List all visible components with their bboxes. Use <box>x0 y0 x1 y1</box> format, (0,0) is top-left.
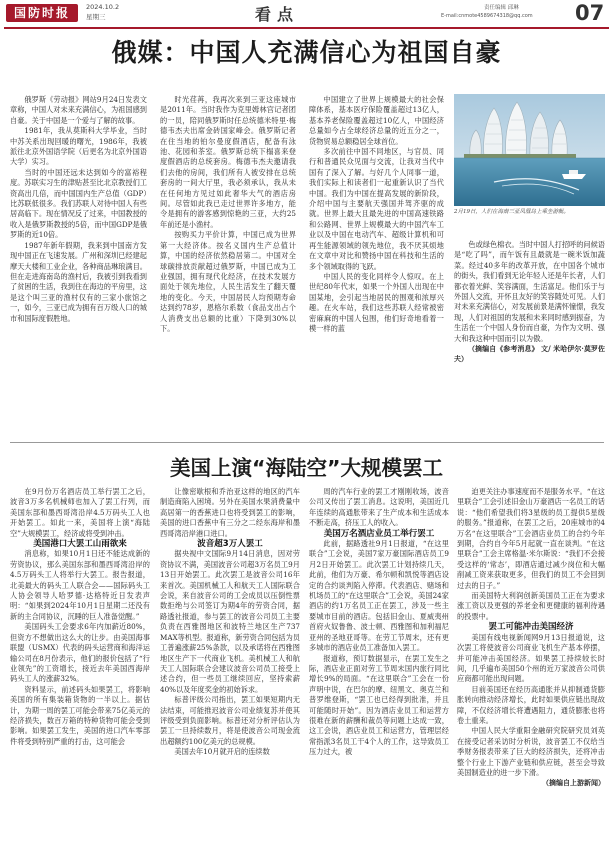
article2-column-3 <box>309 487 449 839</box>
editor-credit: 责任编辑 邱琳 <box>484 5 519 11</box>
article2-credit: （摘编自上游新闻） <box>542 778 605 788</box>
paragraph: 美国去年10月就开启的连续数 <box>174 747 270 757</box>
article1-headline: 俄媒：中国人充满信心为祖国自豪 <box>111 38 502 67</box>
article1-column-2 <box>160 95 296 437</box>
article2-subheading-2: 波音超3万人罢工 <box>197 539 263 550</box>
section-title: 看点 <box>255 5 300 24</box>
paragraph: 按购买力平价计算，中国已成为世界第一大经济体。按名义国内生产总值计算，中国的经济依然稳居第二。中国对全球碳排放贡献超过俄罗斯，中国已成为工业强国，拥有现代化经济，在技术发展方面处于领先地位，人民生活发生了翻天覆地的变化。今天，中国居民人均预期寿命达到约78岁，恩格尔系数（食品支出占个人消费支出总额的比重）下降到30%以下。 <box>160 230 296 333</box>
article2-column-4 <box>457 487 605 839</box>
article2-column-2 <box>160 487 300 839</box>
paragraph: 美国码头工会要求6年内加薪近80%，但资方不想做出这么大的让步。由美国海事联盟（USMX）代表的码头运营商和海洋运输公司在8月份表示，他们的报价包括了“行业领先”的工资增长，接近去年美国西海岸码头工人的涨薪32%。 <box>10 622 150 684</box>
paragraph: 迫更关注办事速度而不是服务水平。“在这里联合”工会引述旧金山万豪酒店一名员工的话说：“他们希望我们将3星级的员工提供5星级的服务。”报道称，在罢工之后，20座城市的4万名“在这里联合”工会酒店业员工的合约今年到期，合约自今年5月起就一直在谈判。“在这里联合”工会主席格温·米尔斯说：“我们不会接受这样的‘常态’，即酒店通过减少岗位和大幅削减工资来获取更多，但我们的员工不会回到过去的日子。” <box>457 487 605 590</box>
editor-email: E-mail:cnmote4589674318@qq.com <box>441 13 533 19</box>
paragraph: 周的汽车行业的罢工才刚刚收场，波音公司又传出了罢工消息。这说明，美国近几年连续的高通胀带来了生产成本和生活成本不断走高，挤压工人的收入。 <box>309 487 449 528</box>
paragraph: 当时的中国还远未达到如今的富裕程度。苏联实习生的津贴甚至比北京教授们工资高出几倍，而中国国内生产总值（GDP）比苏联低很多。我们苏联人对待中国人有些居高临下。现在情况反了过来，中国教授的收入是俄罗斯教授的5倍，而中国GDP是俄罗斯的近10倍。 <box>10 167 147 240</box>
paragraph: 目前美国还在经历高通胀并从抑制通货膨胀转向推动经济增长，此时如果供应链出现故障，不仅经济增长将遭遇阻力，通货膨胀也将卷土重来。 <box>457 684 605 725</box>
paragraph: 让像密歇根和乔治亚这样的地区的汽车制造商陷入困境。另外在美国水果消费量中高居第一的香蕉进口也将受到罢工的影响，美国的进口香蕉中有三分之二经东海岸和墨西哥湾沿岸港口进口。 <box>160 487 300 538</box>
issue-weekday: 星期三 <box>86 13 106 21</box>
sanya-photo-illustration <box>454 94 605 206</box>
paragraph: 美国有线电视新闻网9月13日报道说，这次罢工将使波音公司商业飞机生产基本停摆，并可能冲击美国经济。如果罢工持续较长时间，几乎遍布美国50个州的近万家波音公司供应商都可能出现问题。 <box>457 632 605 684</box>
paragraph: 中国人民的变化同样令人惊叹。在上世纪80年代末，如果一个外国人出现在中国某地，会引起当地居民的围观和浓厚兴趣。在火车站，我们这些苏联人经常被密密麻麻的中国人包围，他们好奇地看着一模一样的蓝 <box>309 271 444 333</box>
paragraph: 中国人民大学重阳金融研究院研究员刘英在接受记者采访时分析说，波音罢工不仅给当季财务报表带来了巨大的经济损失，还将冲击整个行业上下游产业链和供应链，甚至会导致美国制造业的进一步下滑。 <box>457 726 605 777</box>
page-number: 07 <box>575 1 605 25</box>
paragraph: 在9月份万名酒店员工举行罢工之后，波音3万多名机械师也加入了罢工行列，而美国东部和墨西哥湾沿岸4.5万码头工人也开始罢工。如此一来，美国将上演“海陆空”大规模罢工，经济或将受到冲击。 <box>10 487 150 538</box>
article2-subheading-4: 罢工可能冲击美国经济 <box>488 622 574 633</box>
article1-credit: （摘编自《参考消息》 文/ 米哈伊尔·莫罗佐夫） <box>454 344 605 364</box>
newspaper-logo: 国防时报 <box>6 4 78 22</box>
paragraph: 1981年，我从莫斯科大学毕业，当时中苏关系出现回暖的曙光，1986年，我被派往北京外国语学院（后更名为北京外国语大学）实习。 <box>10 126 147 167</box>
paragraph: 此前，据路透社9月1日报道，“在这里联合”工会说，美国7家万豪国际酒店员工9月2日开始罢工。此次罢工计划持续几天，此前，他们为万豪、希尔顿和凯悦等酒店设定的合约谈判陷入停滞。代表酒店、赌场和机场员工的“在这里联合”工会说，美国24家酒店的约1万名员工正在罢工，涉及一些主要城市目前的酒店。包括旧金山、夏威夷州首府火奴鲁鲁、波士顿、西雅图和加利福尼亚州的圣地亚哥等。在劳工节周末，还有更多城市的酒店业员工准备加入罢工。 <box>309 539 449 653</box>
paragraph: 中国建立了世界上规模最大的社会保障体系，基本医疗保险覆盖超过13亿人，基本养老保险覆盖超过10亿人，中国经济总量如今占全球经济总量的近五分之一，货物贸易总额稳居全球首位。 <box>309 95 444 146</box>
paragraph: 1987年新年假期，我来到中国南方发现中国正在飞速发展。广州和深圳已经建起摩天大楼和工业企业，各种商品琳琅满目。但在走进海南岛的渔村后，我被引到我看到了贫困的生活，我到住在海边的平房里，这是这个叫三亚的渔村仅有的三家小旅馆之一，如今，三亚已成为拥有百万级人口的城市和国际度假胜地。 <box>10 240 147 323</box>
paragraph: 标普评级公司指出，罢工如果短期内无法结束，可能推迟波音公司业绩复苏并使其评级受到负面影响。标普还对分析评估认为罢工一旦持续数月，将是使波音公司现金流出超额约100亿美元的总规模。 <box>160 695 300 746</box>
article1-column-1 <box>10 95 147 437</box>
page-header <box>0 0 613 28</box>
article2-subheading-1: 美国港口大罢工山雨欲来 <box>33 539 127 550</box>
issue-date: 2024.10.2 <box>86 3 120 11</box>
paragraph: 多次前往中国不同地区，与官员、同行和普通民众见面与交流，让我对当代中国有了深入了解。与好几个人同事一道，我们实际上和读者们一起重新认识了当代中国。我们为中国在提高发展的新阶段，介绍中国与主要航天强国并驾齐驱的成就。世界上最大且最先进的中国高速铁路和公路网、世界上规模最大的中国汽车工业以及中国在电动汽车、超级计算机和可再生能源领域的领先地位，我不厌其烦地在文章中对比和赞扬中国在科技和生活的多个领域取得的飞跃。 <box>309 147 444 271</box>
paragraph: 报道称，预订数据显示，在罢工发生之际，酒店业正面对劳工节周末国内旅行同比增长9%的局面。“在这里联合”工会在一份声明中说，在巴尔的摩、纽黑文、奥克兰和普罗维登斯，“罢工也已经得到批准，并且可能随时开始”。因为酒店业员工和运营方很难在新的薪酬和裁员等问题上达成一致，这工会说，酒店业员工和运营方，管理层经常指派3名员工干4个人的工作，这导致员工压力过大，被 <box>309 653 449 757</box>
paragraph: 色或绿色棉衣。当时中国人打招呼的问候语是“吃了吗”，而午饭有且最就是一碗米饭加蔬菜。经过40多年的改革开放，在中国各个城市的街头，我们看到无论年轻人还是年长者，人们都衣着光鲜、笑容满面，生活富足。他们乐于与外国人交流，开怀且友好的笑容随处可见。人们对未来充满信心，对发展前景是满怀憧憬，我发现，人们对祖国的发展和未来同时感到振奋，为生活在一个中国人身份而自豪，为作为文明、强大和我这种中国而引以为傲。 <box>454 240 605 343</box>
article2-column-1 <box>10 487 150 839</box>
sanya-yacht-photo <box>454 94 605 206</box>
paragraph: 消息称，如果10月1日还不能达成新的劳资协议，那么美国东部和墨西哥湾沿岸的4.5万码头工人将举行大罢工。报告报道，北美最大的码头工人联合会——国际码头工人协会领导人哈罗德·达格特近日发表声明：“如果到2024年10月1日星期二还没有新的主合同协议，沉睡的巨人准备觉醒。” <box>10 549 150 621</box>
paragraph: 而美国特大利润创新美国员工正在为要求涨工资以及更强的养老金和更健康的福利待遇的投票中。 <box>457 591 605 621</box>
paragraph: 时光荏苒，我再次来到三亚这座城市是2011年。当时我作为克里姆林宫记者团的一员，陪同俄罗斯时任总统德米特里·梅德韦杰夫出席金砖国家峰会。俄罗斯记者在住当地的铂尔曼度假酒店，配备有泳池、花园和茶室。俄罗斯总统下榻喜来登度假酒店的总统套房。梅德韦杰夫邀请我们去他的房间，我们所有人被安排在总统套房的一间大厅里，我必须承认，我从未在任何地方见过如此奢华大气的酒店房间。尽管如此我已走过世界许多地方，能令是拥有的游客感到惊艳的三亚，大约25年前还是小渔村。 <box>160 95 296 229</box>
article2-headline: 美国上演“海陆空”大规模罢工 <box>170 456 443 480</box>
paragraph: 资料显示，前述码头如果罢工，将影响美国的所有集装箱货物的一半以上。据估计，为期一周的罢工可能会带来75亿美元的经济损失，数百万箱的特种货物可能会受到影响。如果罢工发生，美国的进口汽车零部件将受到特别严重的打击，这可能会 <box>10 684 150 746</box>
paragraph: 据央视中文国际9月14日消息，因对劳资协议不满，美国波音公司超3万名员工9月13日开始罢工。此次罢工是波音公司16年来首次。美国机械工人和航天工人国际联合会说，来自波音公司的工会成员以压倒性票数拒绝与公司签订为期4年的劳资合同，据路透社报道，参与罢工的波音公司员工主要负责在西雅图地区和波特兰地区生产737 MAX等机型。报道称，新劳资合同包括为员工普遍涨薪25%条款，以及承诺将在西雅图地区生产下一代商业飞机。美机械工人和航天工人国际联合会建议波音公司员工接受上述合约，但一些员工继续回应，坚持索薪40%以及年度奖金的初始诉求。 <box>160 549 300 694</box>
article-divider <box>10 442 604 443</box>
article1-column-3 <box>309 95 444 437</box>
article2-subheading-3: 美国万名酒店业员工举行罢工 <box>323 528 435 539</box>
photo-caption: 2月19日，人们在海南三亚凤凰岛上乘坐游艇。 <box>454 209 569 215</box>
article1-column-4 <box>454 240 605 440</box>
header-rule <box>4 27 609 29</box>
paragraph: 俄罗斯《劳动报》网站9月24日发表文章称，中国人对未来充满信心，为祖国感到自豪。关于中国是一个爱与了解的故事。 <box>10 95 147 125</box>
